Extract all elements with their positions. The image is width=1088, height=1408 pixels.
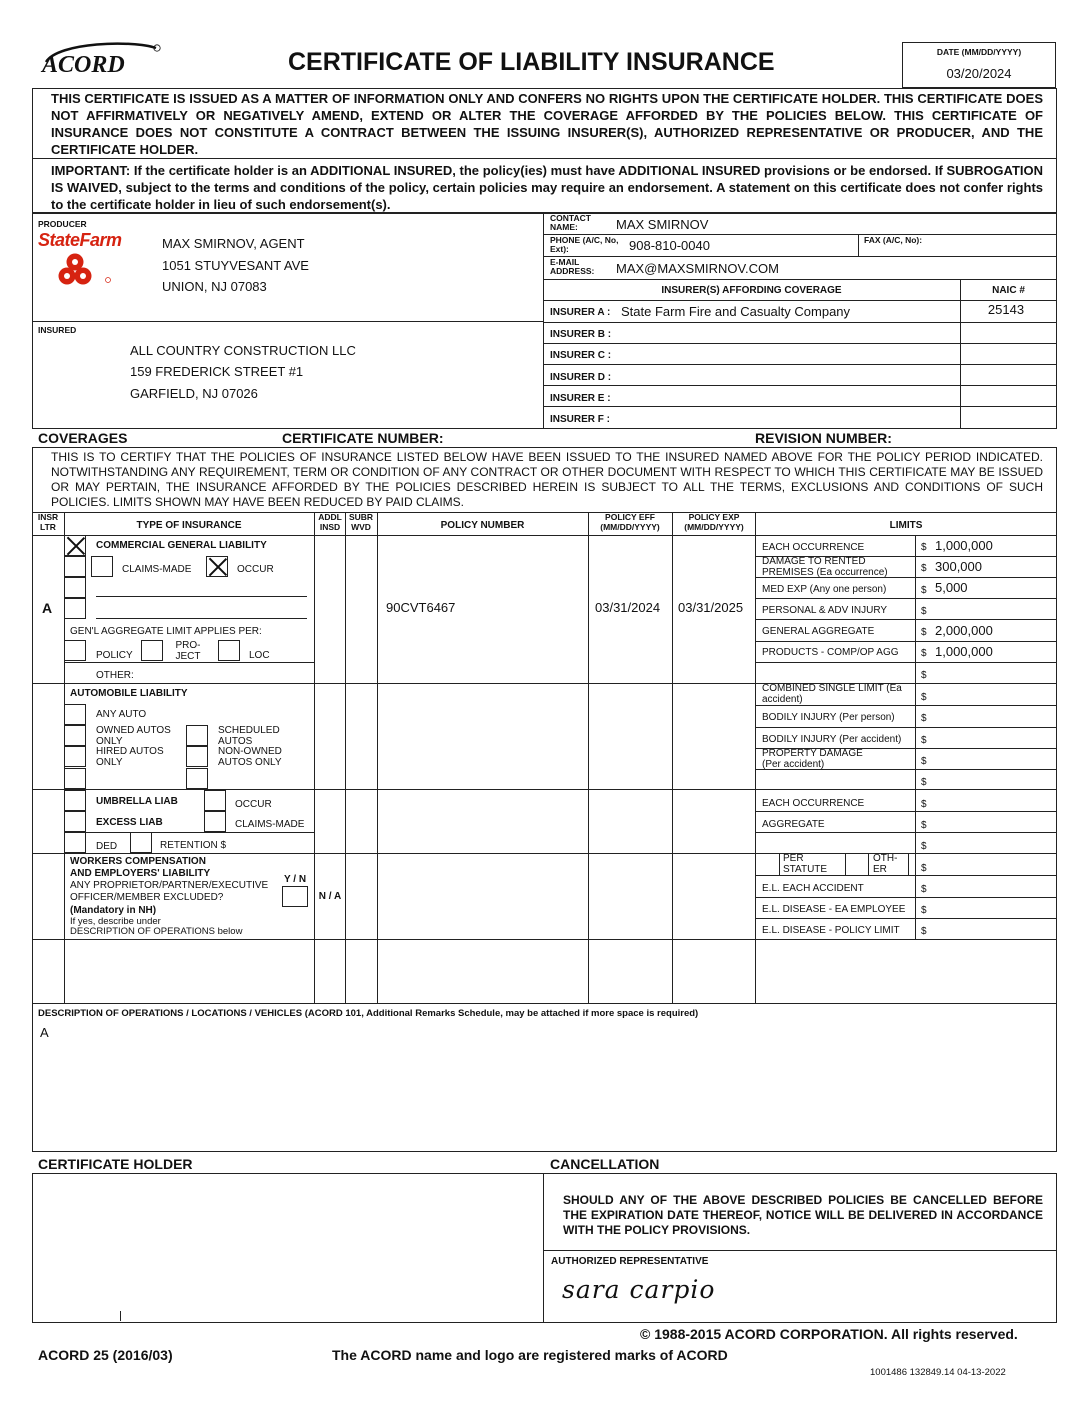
limit-general-agg-value: 2,000,000 (935, 623, 993, 638)
header-insr-ltr: INSR LTR (37, 512, 59, 532)
insurer-d-label: INSURER D : (550, 372, 612, 383)
agg-loc-checkbox[interactable] (218, 640, 240, 661)
wc-title-2: AND EMPLOYERS' LIABILITY (70, 868, 211, 879)
el-each-accident-label: E.L. EACH ACCIDENT (762, 883, 864, 894)
limit-products-label: PRODUCTS - COMP/OP AGG (762, 647, 899, 658)
limit-general-agg-label: GENERAL AGGREGATE (762, 626, 875, 637)
header-policy-number: POLICY NUMBER (440, 520, 525, 531)
contact-name: MAX SMIRNOV (616, 217, 709, 232)
gl-title: COMMERCIAL GENERAL LIABILITY (96, 540, 267, 551)
umbrella-label: UMBRELLA LIAB (96, 796, 178, 807)
header-eff: POLICY EFF (MM/DD/YYYY) (600, 512, 660, 532)
dollar-sign: $ (921, 713, 927, 724)
gl-blank-checkbox-2[interactable] (64, 577, 86, 598)
wc-line-6: If yes, describe under (70, 916, 161, 927)
gl-checkbox[interactable] (64, 535, 86, 556)
limit-products-value: 1,000,000 (935, 644, 993, 659)
gl-blank-checkbox-1[interactable] (64, 556, 86, 577)
dollar-sign: $ (921, 606, 927, 617)
limit-each-occurrence-label: EACH OCCURRENCE (762, 542, 865, 553)
retention-label: RETENTION $ (160, 840, 227, 851)
dollar-sign: $ (921, 627, 927, 638)
header-subr: SUBR WVD (348, 512, 374, 532)
scheduled-autos-checkbox[interactable] (186, 725, 208, 746)
limit-damage-rented-value: 300,000 (935, 559, 982, 574)
wc-yn-label: Y / N (284, 874, 307, 885)
header-type: TYPE OF INSURANCE (136, 520, 242, 531)
fax-label: FAX (A/C, No): (864, 235, 923, 245)
other-label: OTH- ER (873, 853, 898, 875)
dollar-sign: $ (921, 756, 927, 767)
excess-label: EXCESS LIAB (96, 817, 163, 828)
insured-label: INSURED (38, 325, 77, 335)
cancellation-label: CANCELLATION (550, 1156, 660, 1172)
certificate-holder-box[interactable] (32, 1173, 544, 1323)
el-ea-employee-label: E.L. DISEASE - EA EMPLOYEE (762, 904, 906, 915)
retention-checkbox[interactable] (130, 832, 152, 853)
occur-label: OCCUR (237, 564, 274, 575)
hired-autos-label: HIRED AUTOS ONLY (96, 746, 164, 768)
gl-insr-ltr: A (42, 600, 53, 616)
owned-autos-checkbox[interactable] (64, 725, 86, 746)
footer-code: 1001486 132849.14 04-13-2022 (870, 1367, 1006, 1378)
producer-city: UNION, NJ 07083 (162, 279, 267, 294)
insurers-header: INSURER(S) AFFORDING COVERAGE (661, 285, 842, 296)
signature: sara carpio (562, 1275, 716, 1304)
umbrella-occur-label: OCCUR (235, 799, 272, 810)
phone-label: PHONE (A/C, No, Ext): (550, 235, 619, 254)
wc-line-7: DESCRIPTION OF OPERATIONS below (70, 926, 243, 937)
per-statute-label: PER STATUTE (783, 853, 828, 875)
coverages-statement: THIS IS TO CERTIFY THAT THE POLICIES OF INSURANCE LISTED BELOW HAVE BEEN ISSUED TO THE INSURED NAMED ABOVE FOR THE POLICY PERIOD INDICATED. NOTWITHSTANDING ANY REQUIREMENT, TERM OR CONDITION OF ANY CONTRACT OR OTHER DOCUMENT WITH RESPECT TO WHICH THIS CERTIFICATE MAY BE ISSUED OR MAY PERTAIN, THE INSURANCE AFFORDED BY THE POLICIES DESCRIBED HEREIN IS SUBJECT TO ALL THE TERMS, EXCLUSIONS AND CONDITIONS OF SUCH POLICIES. LIMITS SHOWN MAY HAVE BEEN REDUCED BY PAID CLAIMS. (51, 450, 1043, 509)
dollar-sign: $ (921, 670, 927, 681)
dollar-sign: $ (921, 799, 927, 810)
disclaimer-text: THIS CERTIFICATE IS ISSUED AS A MATTER OF INFORMATION ONLY AND CONFERS NO RIGHTS UPON THE CERTIFICATE HOLDER. THIS CERTIFICATE DOES NOT AFFIRMATIVELY OR NEGATIVELY AMEND, EXTEND OR ALTER THE COVERAGE AFFORDED BY THE POLICIES BELOW. THIS CERTIFICATE OF INSURANCE DOES NOT CONSTITUTE A CONTRACT BETWEEN THE ISSUING INSURER(S), AUTHORIZED REPRESENTATIVE OR PRODUCER, AND THE CERTIFICATE HOLDER. (51, 91, 1043, 157)
insured-street: 159 FREDERICK STREET #1 (130, 364, 304, 379)
producer-label: PRODUCER (38, 219, 87, 229)
coverages-label: COVERAGES (38, 430, 128, 446)
dollar-sign: $ (921, 585, 927, 596)
excess-checkbox[interactable] (64, 811, 86, 832)
agg-project-checkbox[interactable] (141, 640, 163, 661)
dollar-sign: $ (921, 648, 927, 659)
statefarm-logo-text: StateFarm (38, 230, 122, 250)
agg-applies-label: GEN'L AGGREGATE LIMIT APPLIES PER: (70, 626, 262, 637)
acord-logo-text: ACORD (42, 52, 125, 78)
limit-each-occurrence-value: 1,000,000 (935, 538, 993, 553)
certificate-holder-label: CERTIFICATE HOLDER (38, 1156, 193, 1172)
ded-label: DED (96, 841, 118, 852)
contact-name-label: CONTACT NAME: (550, 213, 591, 232)
umbrella-claims-made-label: CLAIMS-MADE (235, 819, 305, 830)
scheduled-autos-label: SCHEDULED AUTOS (218, 725, 280, 747)
limit-combined-single-label: COMBINED SINGLE LIMIT (Ea accident) (762, 683, 902, 705)
hired-autos-checkbox[interactable] (64, 746, 86, 767)
umbrella-each-occurrence-label: EACH OCCURRENCE (762, 798, 865, 809)
insured-name: ALL COUNTRY CONSTRUCTION LLC (130, 343, 356, 358)
limit-property-damage-label: PROPERTY DAMAGE (Per accident) (762, 748, 863, 770)
agg-policy-checkbox[interactable] (64, 640, 86, 661)
insurer-a-naic: 25143 (987, 302, 1025, 317)
auto-title: AUTOMOBILE LIABILITY (70, 688, 188, 699)
trademark-text: The ACORD name and logo are registered marks of ACORD (332, 1347, 728, 1363)
wc-title-1: WORKERS COMPENSATION (70, 856, 206, 867)
dollar-sign: $ (921, 820, 927, 831)
non-owned-autos-checkbox[interactable] (186, 746, 208, 767)
non-owned-autos-label: NON-OWNED AUTOS ONLY (218, 746, 282, 768)
insurer-b-label: INSURER B : (550, 329, 612, 340)
limit-bi-accident-label: BODILY INJURY (Per accident) (762, 734, 902, 745)
description-label: DESCRIPTION OF OPERATIONS / LOCATIONS / VEHICLES (ACORD 101, Additional Remarks Schedule, may be attached if more space is required) (38, 1008, 699, 1019)
dollar-sign: $ (921, 692, 927, 703)
wc-na: N / A (318, 891, 342, 902)
acord-logo (38, 40, 163, 80)
gl-eff-date: 03/31/2024 (595, 600, 661, 615)
umbrella-aggregate-label: AGGREGATE (762, 819, 825, 830)
umbrella-claims-made-checkbox[interactable] (204, 811, 226, 832)
copyright-text: © 1988-2015 ACORD CORPORATION. All rights reserved. (640, 1326, 1018, 1342)
dollar-sign: $ (921, 735, 927, 746)
dollar-sign: $ (921, 863, 927, 874)
limit-personal-adv-label: PERSONAL & ADV INJURY (762, 605, 888, 616)
page-title: CERTIFICATE OF LIABILITY INSURANCE (288, 48, 775, 76)
insurer-a-label: INSURER A : (550, 307, 611, 318)
dollar-sign: $ (921, 884, 927, 895)
wc-line-4: OFFICER/MEMBER EXCLUDED? (70, 892, 224, 903)
el-policy-limit-label: E.L. DISEASE - POLICY LIMIT (762, 925, 900, 936)
insurer-a-name: State Farm Fire and Casualty Company (621, 304, 851, 319)
date-value: 03/20/2024 (946, 66, 1012, 81)
occur-checkbox[interactable] (206, 556, 228, 577)
claims-made-label: CLAIMS-MADE (122, 564, 192, 575)
insurer-f-label: INSURER F : (550, 414, 610, 425)
wc-mandatory: (Mandatory in NH) (70, 905, 157, 916)
description-value[interactable]: A (40, 1025, 49, 1040)
certificate-number-label: CERTIFICATE NUMBER: (282, 430, 444, 446)
producer-street: 1051 STUYVESANT AVE (162, 258, 309, 273)
email-label: E-MAIL ADDRESS: (550, 257, 595, 276)
cancellation-text: SHOULD ANY OF THE ABOVE DESCRIBED POLICIES BE CANCELLED BEFORE THE EXPIRATION DATE THEREOF, NOTICE WILL BE DELIVERED IN ACCORDANCE WITH THE POLICY PROVISIONS. (563, 1193, 1043, 1237)
header-addl: ADDL INSD (318, 512, 342, 532)
header-exp: POLICY EXP (MM/DD/YYYY) (684, 512, 744, 532)
dollar-sign: $ (921, 542, 927, 553)
umbrella-checkbox[interactable] (64, 790, 86, 811)
agg-project-label: PRO- JECT (175, 640, 201, 662)
any-auto-checkbox[interactable] (64, 704, 86, 725)
auto-blank-checkbox-1[interactable] (64, 768, 86, 789)
agg-policy-label: POLICY (96, 650, 133, 661)
gl-exp-date: 03/31/2025 (678, 600, 744, 615)
coverages-box (32, 447, 1057, 1152)
gl-blank-checkbox-3[interactable] (64, 598, 86, 619)
statefarm-logo (55, 252, 115, 288)
wc-line-3: ANY PROPRIETOR/PARTNER/EXECUTIVE (70, 880, 269, 891)
form-number: ACORD 25 (2016/03) (38, 1347, 173, 1363)
dollar-sign: $ (921, 563, 927, 574)
dollar-sign: $ (921, 905, 927, 916)
insurer-c-label: INSURER C : (550, 350, 612, 361)
date-label: DATE (MM/DD/YYYY) (936, 47, 1022, 57)
agg-loc-label: LOC (249, 650, 270, 661)
authorized-rep-label: AUTHORIZED REPRESENTATIVE (551, 1256, 709, 1267)
header-limits: LIMITS (889, 520, 923, 531)
phone-value: 908-810-0040 (629, 238, 710, 253)
revision-number-label: REVISION NUMBER: (755, 430, 892, 446)
limit-med-exp-value: 5,000 (935, 580, 968, 595)
naic-label: NAIC # (992, 285, 1025, 296)
limit-bi-person-label: BODILY INJURY (Per person) (762, 712, 895, 723)
insured-city: GARFIELD, NJ 07026 (130, 386, 258, 401)
dollar-sign: $ (921, 926, 927, 937)
producer-name: MAX SMIRNOV, AGENT (162, 236, 305, 251)
limit-med-exp-label: MED EXP (Any one person) (762, 584, 887, 595)
auto-blank-checkbox-2[interactable] (186, 768, 208, 789)
limit-damage-rented-label: DAMAGE TO RENTED PREMISES (Ea occurrence) (762, 556, 888, 578)
email-value: MAX@MAXSMIRNOV.COM (616, 261, 779, 276)
dollar-sign: $ (921, 777, 927, 788)
wc-yn-box[interactable] (282, 886, 308, 907)
any-auto-label: ANY AUTO (96, 709, 147, 720)
ded-checkbox[interactable] (64, 832, 86, 853)
important-text: IMPORTANT: If the certificate holder is an ADDITIONAL INSURED, the policy(ies) must have ADDITIONAL INSURED provisions or be endorsed. If SUBROGATION IS WAIVED, subject to the terms and conditions of the policy, certain policies may require an endorsement. A statement on this certificate does not confer rights to the certificate holder in lieu of such endorsement(s). (51, 163, 1043, 212)
insurer-e-label: INSURER E : (550, 393, 611, 404)
gl-policy-number: 90CVT6467 (386, 600, 456, 615)
umbrella-occur-checkbox[interactable] (204, 790, 226, 811)
owned-autos-label: OWNED AUTOS ONLY (96, 725, 171, 747)
claims-made-checkbox[interactable] (91, 556, 113, 577)
dollar-sign: $ (921, 841, 927, 852)
agg-other-label: OTHER: (96, 670, 134, 681)
